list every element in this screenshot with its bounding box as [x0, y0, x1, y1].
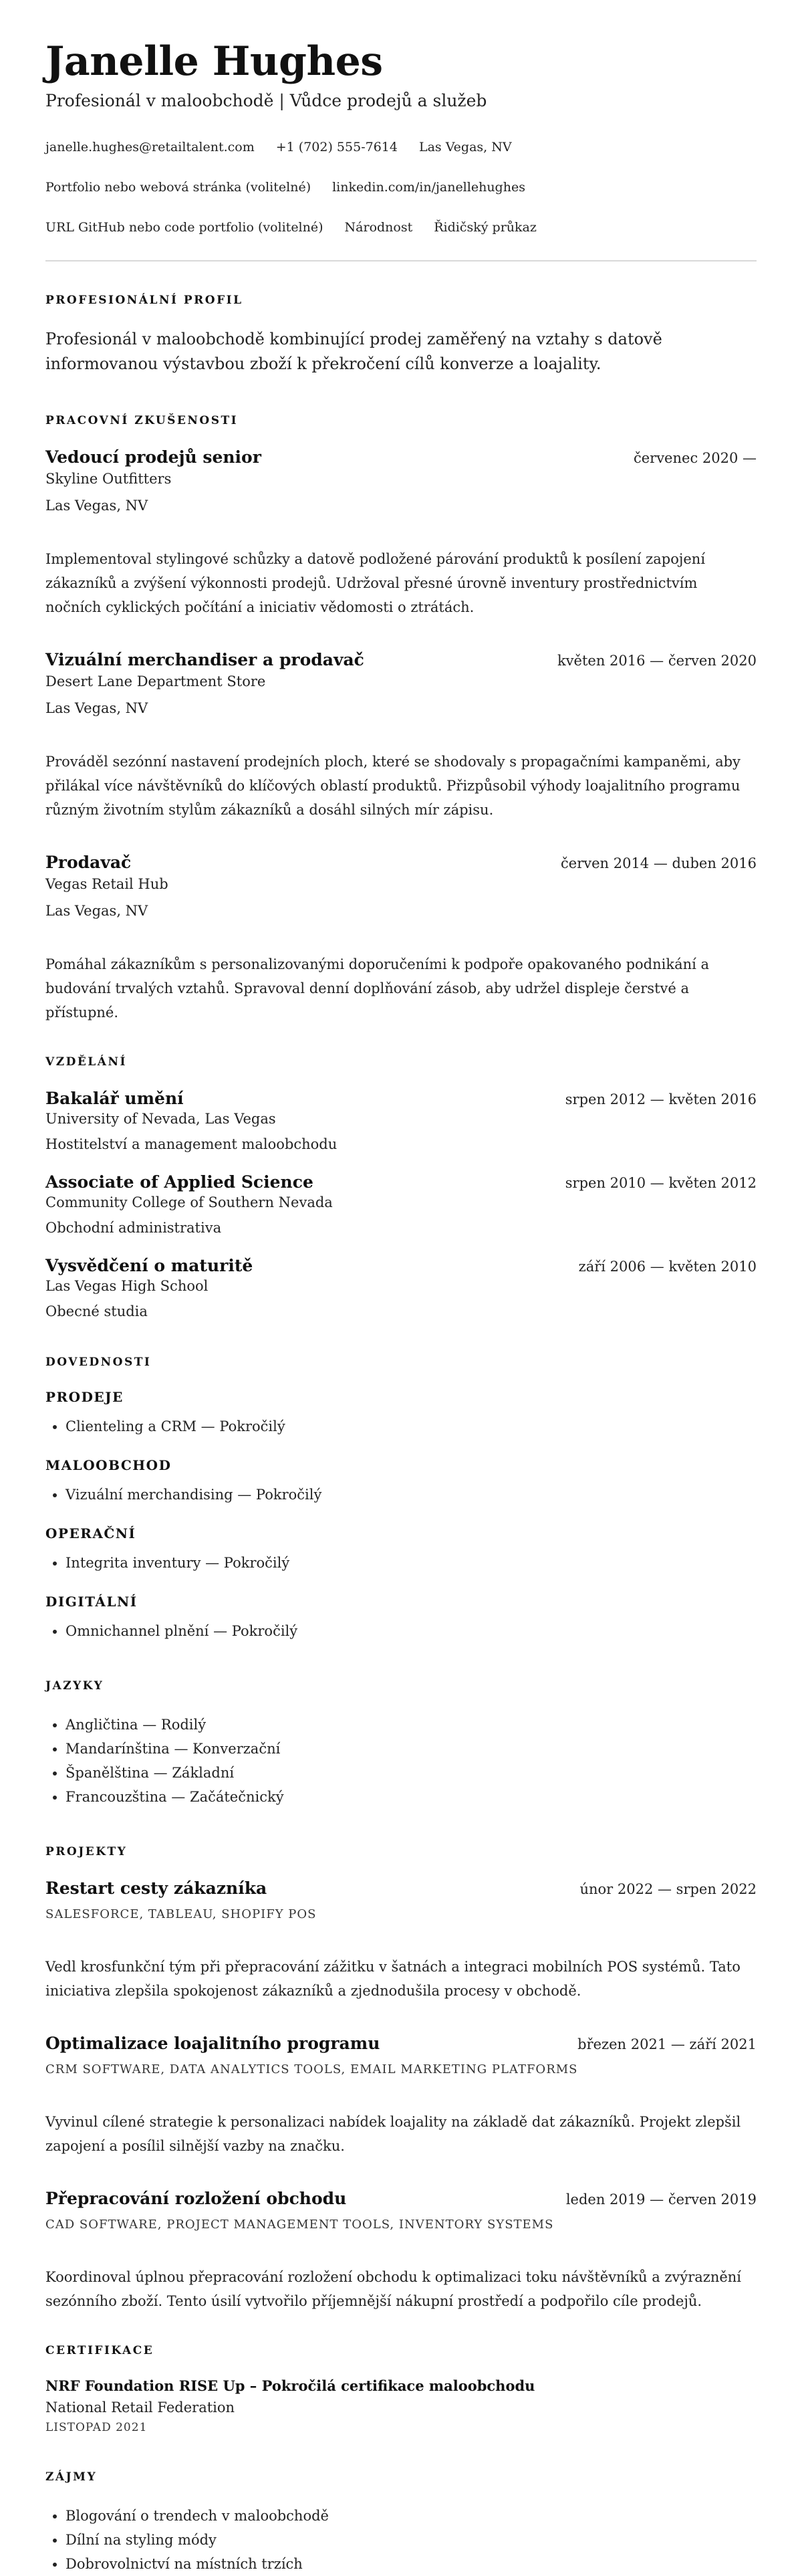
job-description: Implementoval stylingové schůzky a datově podložené párování produktů k posílení zapojení zákazníků a zvýšení výkonnosti prodejů. Udržoval přesné úrovně inventury prostřednictvím nočních cyklických počítání a iniciativ vědomosti o ztrátách. — [45, 551, 706, 615]
education-dates: srpen 2012 — květen 2016 — [565, 1091, 757, 1107]
skill-item: • Vizuální merchandising — Pokročilý — [65, 1483, 757, 1507]
resume-header — [45, 38, 757, 235]
projects-section — [45, 1845, 757, 2313]
linkedin-link[interactable]: linkedin.com/in/janellehughes — [332, 180, 525, 195]
certification-name: NRF Foundation RISE Up – Pokročilá certifikace maloobchodu — [45, 2377, 535, 2394]
degree: Vysvědčení o maturitě — [45, 1256, 253, 1275]
project-item — [45, 2034, 757, 2158]
project-name: Restart cesty zákazníka — [45, 1879, 267, 1898]
project-description: Koordinoval úplnou přepracování rozložení obchodu k optimalizaci toku návštěvníků a zvýraznění sezónního zboží. Tento úsilí vytvořilo příjemnější nákupní prostředí a podpořilo cíle prodejů. — [45, 2269, 742, 2309]
degree: Associate of Applied Science — [45, 1172, 313, 1192]
certification-date: LISTOPAD 2021 — [45, 2421, 148, 2434]
project-item — [45, 2189, 757, 2313]
profile-summary: Profesionál v maloobchodě kombinující prodej zaměřený na vztahy s datově informovanou výstavbou zboží k překročení cílů konverze a loajality. — [45, 330, 662, 373]
field-of-study: Obchodní administrativa — [45, 1220, 222, 1236]
section-title-interests: ZÁJMY — [45, 2470, 98, 2484]
project-dates: leden 2019 — červen 2019 — [565, 2191, 757, 2208]
github-link[interactable]: URL GitHub nebo code portfolio (volitelné) — [45, 220, 323, 235]
experience-item — [45, 853, 757, 1025]
language-list — [45, 1713, 757, 1809]
interest-item: • Blogování o trendech v maloobchodě — [65, 2504, 757, 2528]
profile-section — [45, 294, 757, 377]
language-item: • Francouzština — Začátečnický — [65, 1785, 757, 1809]
skill-group — [45, 1594, 757, 1643]
job-location: Las Vegas, NV — [45, 498, 148, 514]
skill-group — [45, 1389, 757, 1438]
project-dates: březen 2021 — září 2021 — [577, 2036, 757, 2052]
degree: Bakalář umění — [45, 1089, 184, 1108]
project-tech: SALESFORCE, TABLEAU, SHOPIFY POS — [45, 1907, 317, 1921]
skill-item: • Integrita inventury — Pokročilý — [65, 1551, 757, 1575]
section-title-experience: PRACOVNÍ ZKUŠENOSTI — [45, 414, 239, 427]
experience-section — [45, 414, 757, 1025]
experience-item — [45, 650, 757, 822]
contact-row-primary — [45, 140, 757, 154]
contact-row-extra — [45, 220, 757, 235]
skill-item: • Clienteling a CRM — Pokročilý — [65, 1414, 757, 1438]
project-dates: únor 2022 — srpen 2022 — [579, 1881, 757, 1897]
candidate-name: Janelle Hughes — [45, 38, 383, 85]
education-dates: srpen 2010 — květen 2012 — [565, 1175, 757, 1191]
school-name: University of Nevada, Las Vegas — [45, 1111, 276, 1127]
job-description: Prováděl sezónní nastavení prodejních ploch, které se shodovaly s propagačními kampaněmi, aby přilákal více návštěvníků do klíčových oblastí produktů. Přizpůsobil výhody loajalitního programu různým životním stylům zákazníků a dosáhl silných mír zápisu. — [45, 754, 741, 818]
project-description: Vedl krosfunkční tým při přepracování zážitku v šatnách a integraci mobilních POS systémů. Tato iniciativa zlepšila spokojenost zákazníků a zjednodušila procesy v obchodě. — [45, 1959, 741, 1999]
header-divider — [45, 260, 757, 261]
section-title-languages: JAZYKY — [45, 1679, 104, 1693]
job-dates: květen 2016 — červen 2020 — [557, 653, 757, 669]
section-title-education: VZDĚLÁNÍ — [45, 1055, 127, 1069]
nationality: Národnost — [344, 220, 413, 235]
project-name: Optimalizace loajalitního programu — [45, 2034, 380, 2053]
project-description: Vyvinul cílené strategie k personalizaci nabídek loajality na základě dat zákazníků. Projekt zlepšil zapojení a posílil silnější vazby na značku. — [45, 2114, 741, 2154]
company-name: Vegas Retail Hub — [45, 876, 168, 892]
skill-group — [45, 1457, 757, 1507]
interest-item: • Dílní na styling módy — [65, 2528, 757, 2552]
company-name: Skyline Outfitters — [45, 471, 172, 487]
job-location: Las Vegas, NV — [45, 903, 148, 919]
project-tech: CRM SOFTWARE, DATA ANALYTICS TOOLS, EMAIL MARKETING PLATFORMS — [45, 2062, 578, 2076]
skill-group — [45, 1525, 757, 1575]
project-item — [45, 1879, 757, 2003]
school-name: Las Vegas High School — [45, 1278, 209, 1294]
phone[interactable]: +1 (702) 555-7614 — [275, 140, 398, 154]
job-dates: červen 2014 — duben 2016 — [561, 855, 757, 871]
experience-item — [45, 447, 757, 619]
driver-license: Řidičský průkaz — [434, 220, 537, 235]
job-title: Vedoucí prodejů senior — [45, 447, 261, 467]
language-item: • Mandarínština — Konverzační — [65, 1737, 757, 1761]
email[interactable]: janelle.hughes@retailtalent.com — [45, 140, 255, 154]
school-name: Community College of Southern Nevada — [45, 1194, 333, 1210]
skill-category: DIGITÁLNÍ — [45, 1594, 138, 1610]
project-name: Přepracování rozložení obchodu — [45, 2189, 347, 2208]
section-title-skills: DOVEDNOSTI — [45, 1356, 152, 1369]
job-dates: červenec 2020 — — [633, 450, 757, 466]
interests-section — [45, 2470, 757, 2576]
section-title-projects: PROJEKTY — [45, 1845, 128, 1858]
languages-section — [45, 1679, 757, 1809]
education-item — [45, 1089, 757, 1152]
project-tech: CAD SOFTWARE, PROJECT MANAGEMENT TOOLS, INVENTORY SYSTEMS — [45, 2218, 554, 2232]
education-item — [45, 1256, 757, 1319]
certifications-section — [45, 2344, 757, 2434]
skill-item: • Omnichannel plnění — Pokročilý — [65, 1619, 757, 1643]
skill-category: MALOOBCHOD — [45, 1457, 172, 1473]
field-of-study: Obecné studia — [45, 1303, 148, 1319]
section-title-profile: PROFESIONÁLNÍ PROFIL — [45, 294, 243, 307]
company-name: Desert Lane Department Store — [45, 673, 266, 689]
job-location: Las Vegas, NV — [45, 700, 148, 716]
skill-category: OPERAČNÍ — [45, 1525, 136, 1541]
job-description: Pomáhal zákazníkům s personalizovanými doporučeními k podpoře opakovaného podnikání a budování trvalých vztahů. Spravoval denní doplňování zásob, aby udržel displeje čerstvé a přístupné. — [45, 956, 710, 1021]
education-section — [45, 1055, 757, 1319]
interest-item: • Dobrovolnictví na místních trzích — [65, 2552, 757, 2576]
job-title: Prodavač — [45, 853, 132, 872]
skills-section — [45, 1356, 757, 1643]
language-item: • Španělština — Základní — [65, 1761, 757, 1785]
skill-category: PRODEJE — [45, 1389, 124, 1405]
portfolio-link[interactable]: Portfolio nebo webová stránka (volitelné) — [45, 180, 311, 195]
language-item: • Angličtina — Rodilý — [65, 1713, 757, 1737]
contact-row-links — [45, 180, 757, 195]
certification-issuer: National Retail Federation — [45, 2399, 235, 2416]
education-dates: září 2006 — květen 2010 — [578, 1259, 757, 1275]
location: Las Vegas, NV — [418, 140, 512, 154]
field-of-study: Hostitelství a management maloobchodu — [45, 1136, 338, 1152]
section-title-certifications: CERTIFIKACE — [45, 2344, 154, 2357]
candidate-headline: Profesionál v maloobchodě | Vůdce prodejů a služeb — [45, 91, 487, 110]
job-title: Vizuální merchandiser a prodavač — [45, 650, 364, 669]
education-item — [45, 1172, 757, 1236]
